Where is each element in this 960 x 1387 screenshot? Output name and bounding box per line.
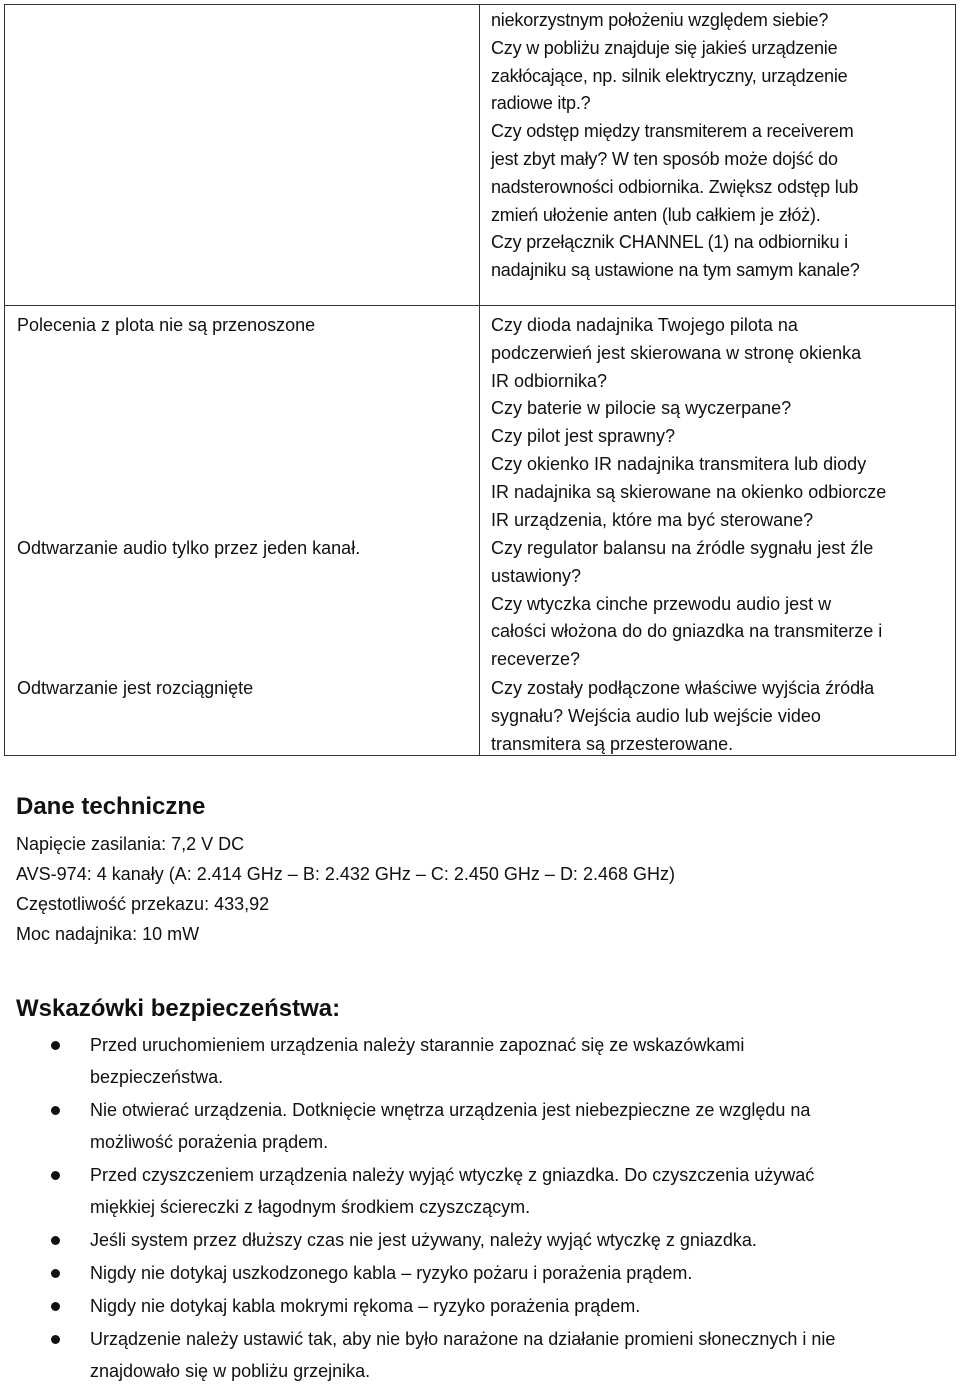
bullet-icon [51, 1269, 60, 1278]
table-row-1-problem [17, 312, 467, 340]
safety-heading: Wskazówki bezpieczeństwa: [16, 995, 341, 1022]
safety-line: możliwość porażenia prądem. [90, 1132, 329, 1152]
spec-line: Napięcie zasilania: 7,2 V DC [16, 834, 245, 854]
safety-line: bezpieczeństwa. [90, 1067, 224, 1087]
solution-line: IR nadajnika są skierowane na okienko odbiorcze [491, 481, 887, 502]
list-item [0, 1290, 950, 1322]
table-row-1-solution [491, 312, 951, 534]
table-row-0-solution [491, 7, 951, 285]
solution-line: Czy regulator balansu na źródle sygnału jest źle [491, 538, 874, 558]
list-item [0, 1224, 950, 1256]
solution-line: nadajniku są ustawione na tym samym kanale? [491, 260, 860, 281]
safety-line: znajdowało się w pobliżu grzejnika. [90, 1361, 371, 1381]
list-item [0, 1159, 950, 1223]
table-row-divider [5, 305, 955, 306]
table-row-2-solution [491, 535, 951, 674]
spec-line: Moc nadajnika: 10 mW [16, 924, 200, 944]
list-item [0, 1257, 950, 1289]
problem-text: Polecenia z plota nie są przenoszone [17, 315, 316, 335]
safety-line: Nie otwierać urządzenia. Dotknięcie wnętrza urządzenia jest niebezpieczne ze względu na [90, 1100, 811, 1120]
solution-line: Czy w pobliżu znajduje się jakieś urządzenie [491, 37, 838, 58]
solution-line: transmitera są przesterowane. [491, 733, 734, 754]
safety-line: Nigdy nie dotykaj kabla mokrymi rękoma – ryzyko porażenia prądem. [90, 1296, 641, 1316]
solution-line: zmień ułożenie anten (lub całkiem je złóż). [491, 204, 821, 225]
table-row-3-solution [491, 675, 951, 758]
bullet-icon [51, 1236, 60, 1245]
list-item [0, 1094, 950, 1158]
bullet-icon [51, 1171, 60, 1180]
solution-line: Czy odstęp między transmiterem a receiverem [491, 121, 854, 142]
safety-line: miękkiej ściereczki z łagodnym środkiem czyszczącym. [90, 1197, 531, 1217]
solution-line: Czy pilot jest sprawny? [491, 426, 676, 447]
table-row-2-problem [17, 535, 467, 563]
troubleshooting-table [4, 4, 956, 756]
solution-line: niekorzystnym położeniu względem siebie? [491, 10, 829, 30]
solution-line: radiowe itp.? [491, 93, 591, 114]
table-column-divider [479, 5, 480, 755]
solution-line: nadsterowności odbiornika. Zwiększ odstęp lub [491, 176, 859, 197]
technical-specs [16, 829, 675, 949]
table-row-3-problem [17, 675, 467, 703]
solution-line: Czy dioda nadajnika Twojego pilota na [491, 315, 798, 335]
spec-line: Częstotliwość przekazu: 433,92 [16, 894, 270, 914]
solution-line: sygnału? Wejścia audio lub wejście video [491, 705, 821, 726]
solution-line: ustawiony? [491, 565, 582, 586]
safety-line: Przed uruchomieniem urządzenia należy starannie zapoznać się ze wskazówkami [90, 1035, 745, 1055]
solution-line: Czy baterie w pilocie są wyczerpane? [491, 398, 792, 419]
problem-text: Odtwarzanie jest rozciągnięte [17, 678, 254, 698]
problem-text: Odtwarzanie audio tylko przez jeden kanał. [17, 538, 361, 558]
solution-line: jest zbyt mały? W ten sposób może dojść do [491, 148, 838, 169]
safety-line: Jeśli system przez dłuższy czas nie jest używany, należy wyjąć wtyczkę z gniazdka. [90, 1230, 757, 1250]
bullet-icon [51, 1041, 60, 1050]
bullet-icon [51, 1106, 60, 1115]
safety-line: Przed czyszczeniem urządzenia należy wyjąć wtyczkę z gniazdka. Do czyszczenia używać [90, 1165, 815, 1185]
list-item [0, 1323, 950, 1387]
list-item [0, 1029, 950, 1093]
solution-line: Czy przełącznik CHANNEL (1) na odbiorniku i [491, 232, 848, 253]
solution-line: Czy wtyczka cinche przewodu audio jest w [491, 593, 832, 614]
solution-line: Czy zostały podłączone właściwe wyjścia źródła [491, 678, 875, 698]
technical-heading: Dane techniczne [16, 793, 206, 820]
safety-list [0, 1029, 960, 1387]
bullet-icon [51, 1302, 60, 1311]
safety-line: Urządzenie należy ustawić tak, aby nie było narażone na działanie promieni słonecznych i nie [90, 1329, 836, 1349]
solution-line: podczerwień jest skierowana w stronę okienka [491, 342, 862, 363]
safety-line: Nigdy nie dotykaj uszkodzonego kabla – ryzyko pożaru i porażenia prądem. [90, 1263, 693, 1283]
spec-line: AVS-974: 4 kanały (A: 2.414 GHz – B: 2.432 GHz – C: 2.450 GHz – D: 2.468 GHz) [16, 864, 675, 884]
solution-line: zakłócające, np. silnik elektryczny, urządzenie [491, 65, 848, 86]
solution-line: całości włożona do do gniazdka na transmiterze i [491, 621, 883, 642]
solution-line: IR odbiornika? [491, 370, 608, 391]
solution-line: Czy okienko IR nadajnika transmitera lub diody [491, 453, 867, 474]
solution-line: receverze? [491, 649, 581, 670]
bullet-icon [51, 1335, 60, 1344]
solution-line: IR urządzenia, które ma być sterowane? [491, 509, 814, 530]
